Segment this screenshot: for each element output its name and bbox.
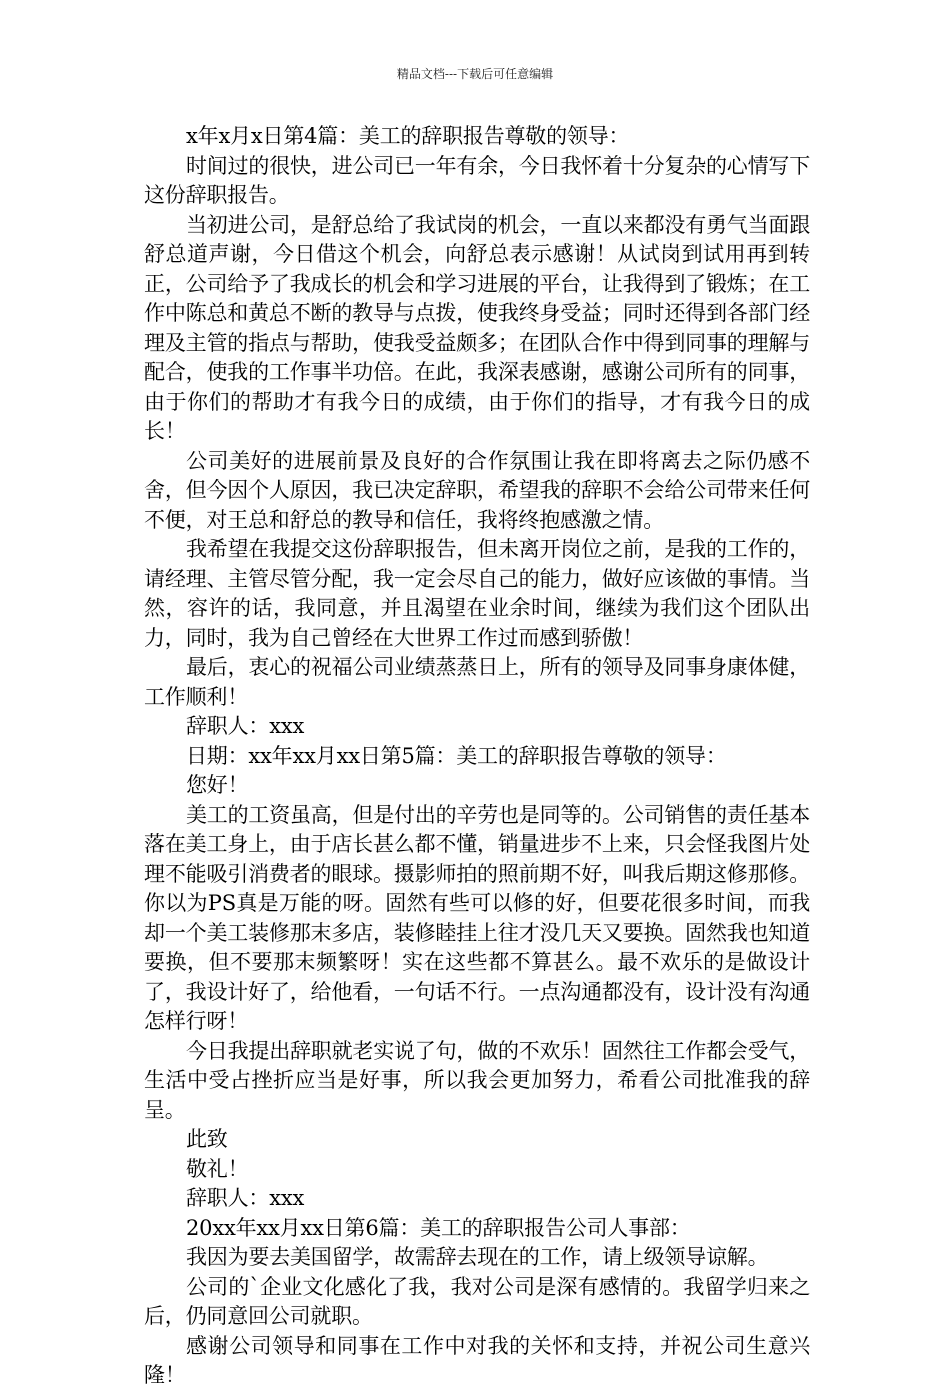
- page-header: 精品文档---下载后可任意编辑: [396, 67, 554, 81]
- paragraph: 我希望在我提交这份辞职报告，但未离开岗位之前，是我的工作的，请经理、主管尽管分配，我一定会尽自己的能力，做好应该做的事情。当然，容许的话，我同意，并且渴望在业余时间，继续为我们这个团队出力，同时，我为自己曾经在大世界工作过而感到骄傲！: [144, 537, 810, 650]
- paragraph: 您好！: [186, 773, 249, 797]
- paragraph: 最后，衷心的祝福公司业绩蒸蒸日上，所有的领导及同事身康体健，工作顺利！: [144, 655, 810, 709]
- paragraph: 公司的`企业文化感化了我，我对公司是深有感情的。我留学归来之后，仍同意回公司就职。: [144, 1274, 810, 1328]
- paragraph: 日期：xx年xx月xx日第5篇：美工的辞职报告尊敬的领导：: [186, 743, 727, 768]
- paragraph: 时间过的很快，进公司已一年有余，今日我怀着十分复杂的心情写下这份辞职报告。: [144, 153, 810, 207]
- paragraph: 感谢公司领导和同事在工作中对我的关怀和支持，并祝公司生意兴隆！: [144, 1333, 810, 1387]
- paragraph: 美工的工资虽高，但是付出的辛劳也是同等的。公司销售的责任基本落在美工身上，由于店长甚么都不懂，销量进步不上来，只会怪我图片处理不能吸引消费者的眼球。摄影师拍的照前期不好，叫我后期这修那修。你以为PS真是万能的呀。固然有些可以修的好，但要花很多时间，而我却一个美工装修那末多店，装修睦挂上往才没几天又要换。固然我也知道要换，但不要那末频繁呀！实在这些都不算甚么。最不欢乐的是做设计了，我设计好了，给他看，一句话不行。一点沟通都没有，设计没有沟通怎样行呀！: [144, 802, 810, 1033]
- paragraph: 我因为要去美国留学，故需辞去现在的工作，请上级领导谅解。: [186, 1245, 769, 1269]
- paragraph: 辞职人：xxx: [186, 714, 305, 738]
- paragraph: 此致: [186, 1127, 228, 1151]
- paragraph: 当初进公司，是舒总给了我试岗的机会，一直以来都没有勇气当面跟舒总道声谢，今日借这个机会，向舒总表示感谢！从试岗到试用再到转正，公司给予了我成长的机会和学习进展的平台，让我得到了锻炼；在工作中陈总和黄总不断的教导与点拨，使我终身受益；同时还得到各部门经理及主管的指点与帮助，使我受益颇多；在团队合作中得到同事的理解与配合，使我的工作事半功倍。在此，我深表感谢，感谢公司所有的同事，由于你们的帮助才有我今日的成绩，由于你们的指导，才有我今日的成长！: [144, 212, 810, 443]
- document-body: [144, 122, 810, 1391]
- paragraph: 敬礼！: [186, 1156, 249, 1181]
- paragraph: x年x月x日第4篇：美工的辞职报告尊敬的领导：: [186, 124, 630, 148]
- paragraph: 今日我提出辞职就老实说了句，做的不欢乐！固然往工作都会受气，生活中受占挫折应当是好事，所以我会更加努力，希看公司批准我的辞呈。: [144, 1038, 810, 1122]
- paragraph: 公司美好的进展前景及良好的合作氛围让我在即将离去之际仍感不舍，但今因个人原因，我已决定辞职，希望我的辞职不会给公司带来任何不便，对王总和舒总的教导和信任，我将终抱感激之情。: [144, 448, 810, 532]
- paragraph: 20xx年xx月xx日第6篇：美工的辞职报告公司人事部：: [186, 1215, 691, 1240]
- paragraph: 辞职人：xxx: [186, 1186, 305, 1210]
